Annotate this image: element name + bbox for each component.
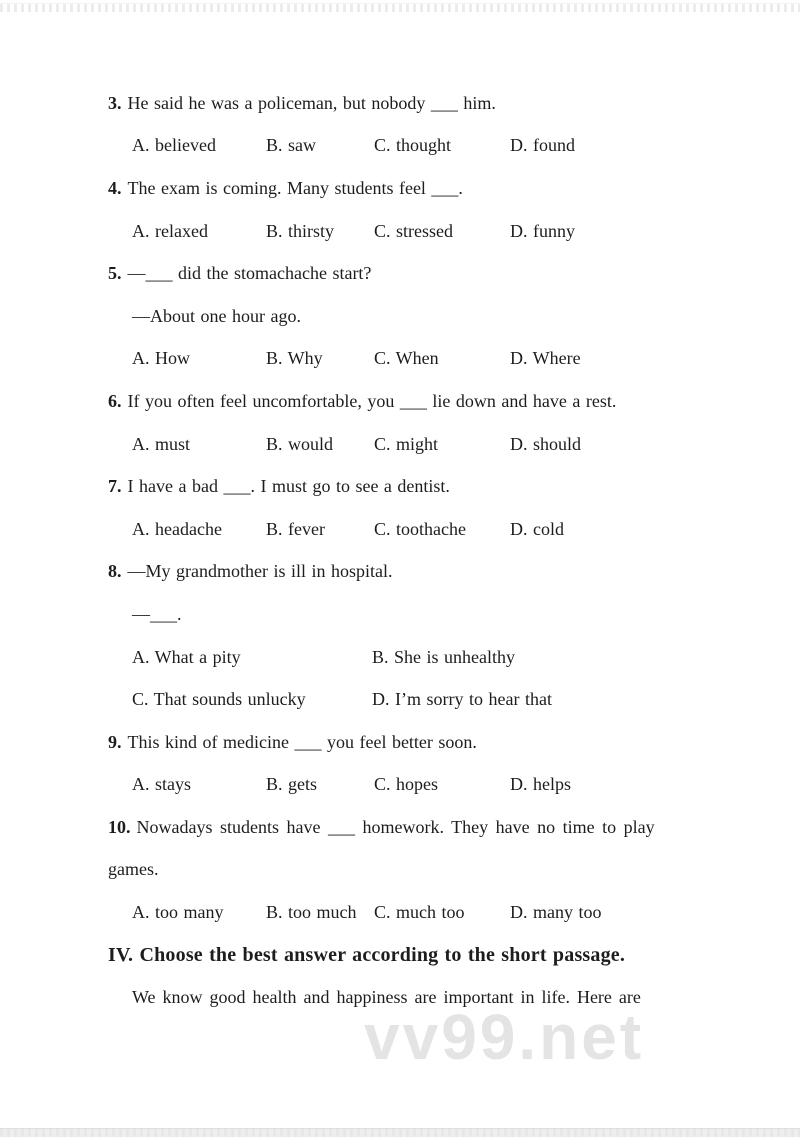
question-text: —My grandmother is ill in hospital.	[127, 561, 393, 582]
option-c: C. stressed	[374, 220, 453, 241]
question-7	[108, 465, 724, 508]
option-b: B. saw	[266, 135, 316, 156]
question-number: 5.	[108, 263, 122, 284]
option-a: A. headache	[132, 518, 222, 539]
question-number: 7.	[108, 476, 122, 497]
option-d: D. Where	[510, 348, 581, 369]
options-row	[108, 210, 724, 253]
question-5-reply	[108, 295, 724, 338]
option-b: B. too much	[266, 902, 357, 923]
options-row	[108, 508, 724, 551]
question-5	[108, 252, 724, 295]
page-top-edge-marks	[0, 3, 800, 12]
option-c: C. hopes	[374, 774, 438, 795]
options-row	[108, 423, 724, 466]
question-8-reply	[108, 593, 724, 636]
option-b: B. thirsty	[266, 220, 335, 241]
question-text: He said he was a policeman, but nobody ___ him.	[127, 92, 496, 113]
option-d: D. should	[510, 433, 582, 454]
option-d: D. I’m sorry to hear that	[372, 689, 552, 710]
option-d: D. cold	[510, 518, 564, 539]
page-bottom-edge-bar	[0, 1128, 800, 1137]
question-6	[108, 380, 724, 423]
option-a: A. What a pity	[132, 646, 241, 667]
option-b: B. gets	[266, 774, 318, 795]
question-10	[108, 806, 724, 849]
question-number: 6.	[108, 390, 122, 411]
question-number: 10.	[108, 816, 131, 837]
option-a: A. believed	[132, 135, 216, 156]
question-text: Nowadays students have ___ homework. They have no time to play	[136, 816, 655, 837]
question-number: 3.	[108, 92, 122, 113]
question-text: —About one hour ago.	[132, 305, 301, 326]
question-text: I have a bad ___. I must go to see a dentist.	[127, 476, 450, 497]
option-c: C. thought	[374, 135, 452, 156]
watermark: vv99.net	[364, 1001, 645, 1073]
option-c: C. When	[374, 348, 439, 369]
option-b: B. Why	[266, 348, 323, 369]
options-row	[108, 636, 724, 679]
option-a: A. too many	[132, 902, 224, 923]
option-a: A. stays	[132, 774, 191, 795]
option-d: D. funny	[510, 220, 575, 241]
exam-content	[108, 82, 724, 1019]
options-row	[108, 125, 724, 168]
question-text: The exam is coming. Many students feel ___.	[127, 177, 463, 198]
question-text: —___.	[132, 603, 182, 624]
section-heading-text: IV. Choose the best answer according to the short passage.	[108, 943, 626, 966]
question-text: If you often feel uncomfortable, you ___ lie down and have a rest.	[127, 390, 617, 411]
option-d: D. many too	[510, 902, 602, 923]
option-c: C. much too	[374, 902, 465, 923]
question-text: games.	[108, 859, 159, 880]
option-c: C. might	[374, 433, 439, 454]
question-3	[108, 82, 724, 125]
option-c: C. toothache	[374, 518, 466, 539]
option-a: A. How	[132, 348, 190, 369]
options-row	[108, 764, 724, 807]
question-10-continuation	[108, 849, 724, 892]
section-iv-heading	[108, 934, 724, 977]
option-a: A. relaxed	[132, 220, 208, 241]
question-8	[108, 551, 724, 594]
options-row	[108, 678, 724, 721]
question-9	[108, 721, 724, 764]
option-a: A. must	[132, 433, 191, 454]
question-number: 8.	[108, 561, 122, 582]
option-b: B. She is unhealthy	[372, 646, 515, 667]
option-d: D. found	[510, 135, 575, 156]
passage-text: We know good health and happiness are important in life. Here are	[132, 987, 641, 1008]
options-row	[108, 338, 724, 381]
question-number: 4.	[108, 177, 122, 198]
option-b: B. would	[266, 433, 334, 454]
question-4	[108, 167, 724, 210]
option-d: D. helps	[510, 774, 571, 795]
question-number: 9.	[108, 731, 122, 752]
question-text: —___ did the stomachache start?	[127, 263, 372, 284]
option-b: B. fever	[266, 518, 325, 539]
options-row	[108, 891, 724, 934]
option-c: C. That sounds unlucky	[132, 689, 306, 710]
question-text: This kind of medicine ___ you feel better soon.	[127, 731, 477, 752]
